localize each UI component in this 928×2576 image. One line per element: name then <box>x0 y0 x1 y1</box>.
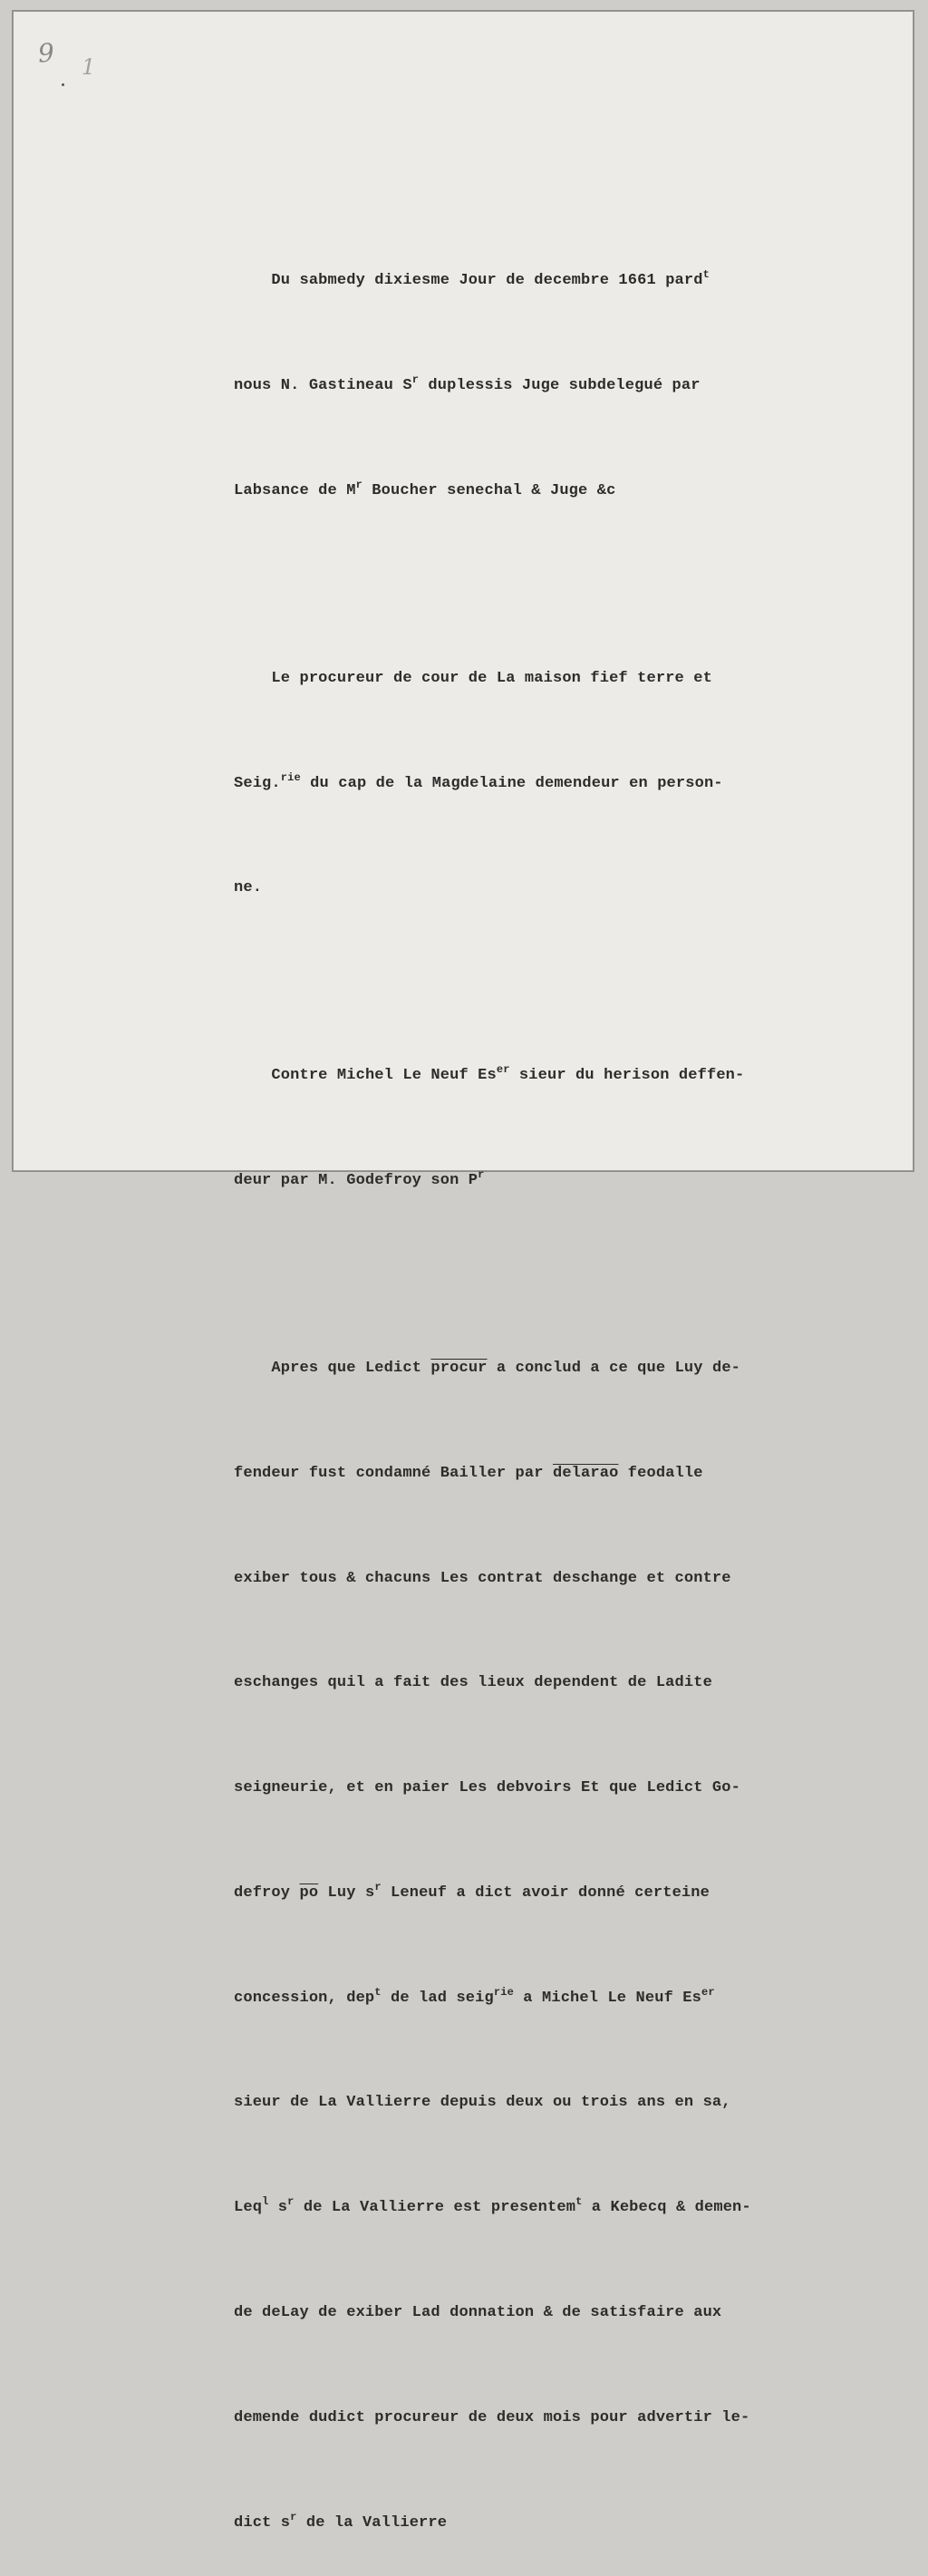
text-line: deur par M. Godefroy son $P^r$ <box>234 1168 485 1190</box>
text-line: demende dudict procureur de deux mois pour advertir le- <box>234 2408 750 2426</box>
text-line: seigneurie, et en paier Les debvoirs Et que Ledict Go- <box>234 1779 740 1797</box>
page-number: 9 <box>36 37 55 69</box>
typed-text-body <box>234 194 850 2576</box>
ink-dot <box>62 83 64 86</box>
text-line: nous N. Gastineau $S^r$ duplessis Juge subdelegué par <box>234 373 701 394</box>
text-line: ne. <box>234 879 263 897</box>
text-line: Seig.$^{rie}$ du cap de la Magdelaine demendeur en person- <box>234 770 723 792</box>
pencil-annotation: 1 <box>82 54 96 80</box>
text-line: concession, dep$^t$ de lad seig$^{rie}$ a Michel Le Neuf $Es^{er}$ <box>234 1985 715 2007</box>
text-line: de deLay de exiber Lad donnation & de satisfaire aux <box>234 2304 722 2322</box>
text-line: Du sabmedy dixiesme Jour de decembre 1661 pard$^t$ <box>271 268 710 290</box>
text-line: defroy $\overline{po}$ Luy $s^r$ Leneuf a dict avoir donné certeine <box>234 1880 710 1902</box>
text-line: Contre Michel Le Neuf $Es^{er}$ sieur du herison deffen- <box>271 1063 745 1085</box>
text-line: fendeur fust condamné Bailler par delarao feodalle <box>234 1464 703 1482</box>
text-line: dict $s^r$ de la Vallierre <box>234 2510 448 2532</box>
text-line: Labsance de $M^r$ Boucher senechal & Juge &c <box>234 478 616 499</box>
text-line: Apres que Ledict procur a conclud a ce que Luy de- <box>271 1360 741 1377</box>
text-line: exiber tous & chacuns Les contrat deschange et contre <box>234 1569 731 1587</box>
text-line: Leq$^l$ $s^r$ de La Vallierre est presentem$^t$ a Kebecq & demen- <box>234 2195 751 2217</box>
text-line: eschanges quil a fait des lieux dependent de Ladite <box>234 1674 712 1692</box>
text-line: Le procureur de cour de La maison fief terre et <box>271 669 712 687</box>
text-line: sieur de La Vallierre depuis deux ou trois ans en sa, <box>234 2094 731 2112</box>
